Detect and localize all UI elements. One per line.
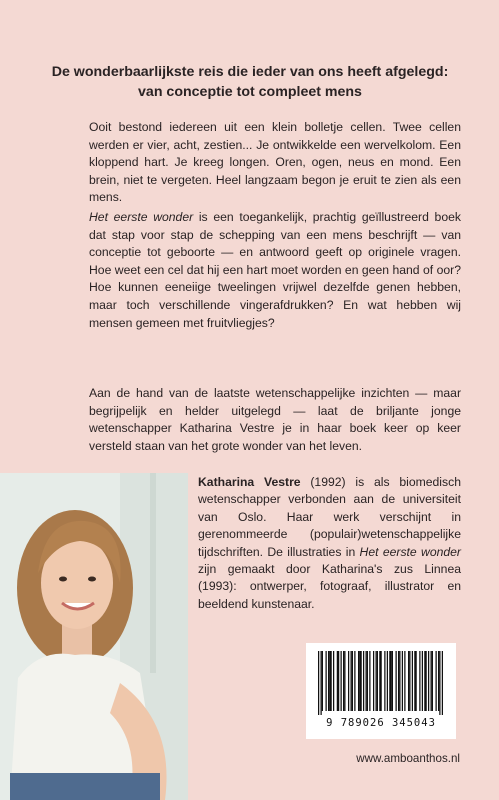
author-bio-book-title: Het eerste wonder <box>359 544 461 559</box>
barcode-bar <box>367 651 368 711</box>
barcode-bar <box>426 651 427 711</box>
barcode-bar <box>428 651 429 711</box>
barcode-bar <box>361 651 362 711</box>
barcode-bar <box>442 651 443 715</box>
barcode-bar <box>391 651 392 711</box>
author-bio-part-1: (1992) is als biomedisch wetenschapper verbonden aan de universiteit van Oslo. Haar werk verschijnt in gerenommeerde (populair)wetenschappelijke tijdschriften. De illustraties in <box>198 475 461 559</box>
barcode-bar <box>412 651 413 711</box>
book-title: Het eerste wonder <box>89 210 194 224</box>
barcode-bar <box>373 651 374 711</box>
barcode-bar <box>338 651 339 711</box>
barcode-bar <box>322 651 323 711</box>
back-cover-headline: De wonderbaarlijkste reis die ieder van ons heeft afgelegd: van conceptie tot compleet mens <box>51 64 449 100</box>
barcode-bar <box>333 651 334 711</box>
barcode-bar <box>381 651 382 711</box>
barcode-bar <box>424 651 425 711</box>
barcode-bar <box>343 651 344 711</box>
barcode-bar <box>326 651 327 711</box>
barcode-bar <box>436 651 437 711</box>
barcode-bar <box>376 651 377 711</box>
author-photo <box>0 473 188 800</box>
barcode-bar <box>439 651 440 715</box>
barcode-bar <box>337 651 338 711</box>
barcode-bar <box>398 651 399 711</box>
barcode-bar <box>351 651 352 711</box>
barcode-bar <box>352 651 353 711</box>
barcode-bar <box>416 651 417 711</box>
barcode-bar <box>359 651 360 711</box>
barcode-bar <box>377 651 378 711</box>
barcode-bar <box>387 651 388 711</box>
barcode-bar <box>389 651 390 711</box>
barcode-bar <box>392 651 393 711</box>
author-bio <box>198 474 461 613</box>
barcode-bar <box>414 651 415 711</box>
barcode-bar <box>354 651 355 711</box>
barcode-bar <box>408 651 409 711</box>
barcode-bar <box>329 651 330 711</box>
paragraph-book-description <box>89 209 461 332</box>
barcode-bar <box>399 651 400 711</box>
barcode-bar <box>379 651 380 711</box>
barcode-bar <box>419 651 420 711</box>
barcode-bar <box>422 651 423 711</box>
barcode-bar <box>344 651 345 711</box>
barcode-bar <box>321 651 322 715</box>
publisher-website: www.amboanthos.nl <box>356 752 460 765</box>
book-description-text: is een toegankelijk, prachtig geïllustreerd boek dat stap voor stap de schepping van een mens beschrijft — van conceptie tot geboorte — en antwoord geeft op originele vragen. Hoe weet een cel dat hij een hart moet worden en geen hand of oor? Hoe kunnen eeneiige tweelingen vrijwel dezelfde genen hebben, maar toch verschillende vingerafdrukken? En wat hebben wij mensen gemeen met fruitvliegjes? <box>89 210 461 330</box>
barcode-bar <box>431 651 432 711</box>
barcode-bar <box>363 651 364 711</box>
barcode-bar <box>318 651 319 715</box>
barcode-bars <box>316 651 446 715</box>
barcode-bar <box>402 651 403 711</box>
barcode-bar <box>432 651 433 711</box>
barcode <box>306 643 456 739</box>
barcode-bar <box>358 651 359 711</box>
paragraph-author-teaser: Aan de hand van de laatste wetenschappelijke inzichten — maar begrijpelijk en helder uitgelegd — laat de briljante jonge wetenschapper Katharina Vestre je in haar boek keer op keer versteld staan van het grote wonder van het leven. <box>89 386 461 453</box>
barcode-bar <box>331 651 332 711</box>
paragraph-intro: Ooit bestond iedereen uit een klein bolletje cellen. Twee cellen werden er vier, acht, zestien... Je ontwikkelde een wervelkolom. Een kloppend hart. Je kreeg longen. Oren, ogen, neus en mond. Een brein, niet te vergeten. Heel langzaam begon je eruit te zien als een mens. <box>89 120 461 205</box>
barcode-bar <box>409 651 410 711</box>
author-name: Katharina Vestre <box>198 475 301 489</box>
barcode-bar <box>341 651 342 711</box>
barcode-bar <box>438 651 439 711</box>
author-bio-part-2: zijn gemaakt door Katharina's zus Linnea (1993): ontwerper, fotograaf, illustrator en beeldend kunstenaar. <box>198 562 461 611</box>
barcode-bar <box>369 651 370 711</box>
barcode-bar <box>384 651 385 711</box>
barcode-bar <box>348 651 349 711</box>
barcode-bar <box>328 651 329 711</box>
isbn-number: 9 789026 345043 <box>326 717 436 729</box>
barcode-bar <box>366 651 367 711</box>
barcode-bar <box>396 651 397 711</box>
barcode-bar <box>404 651 405 711</box>
